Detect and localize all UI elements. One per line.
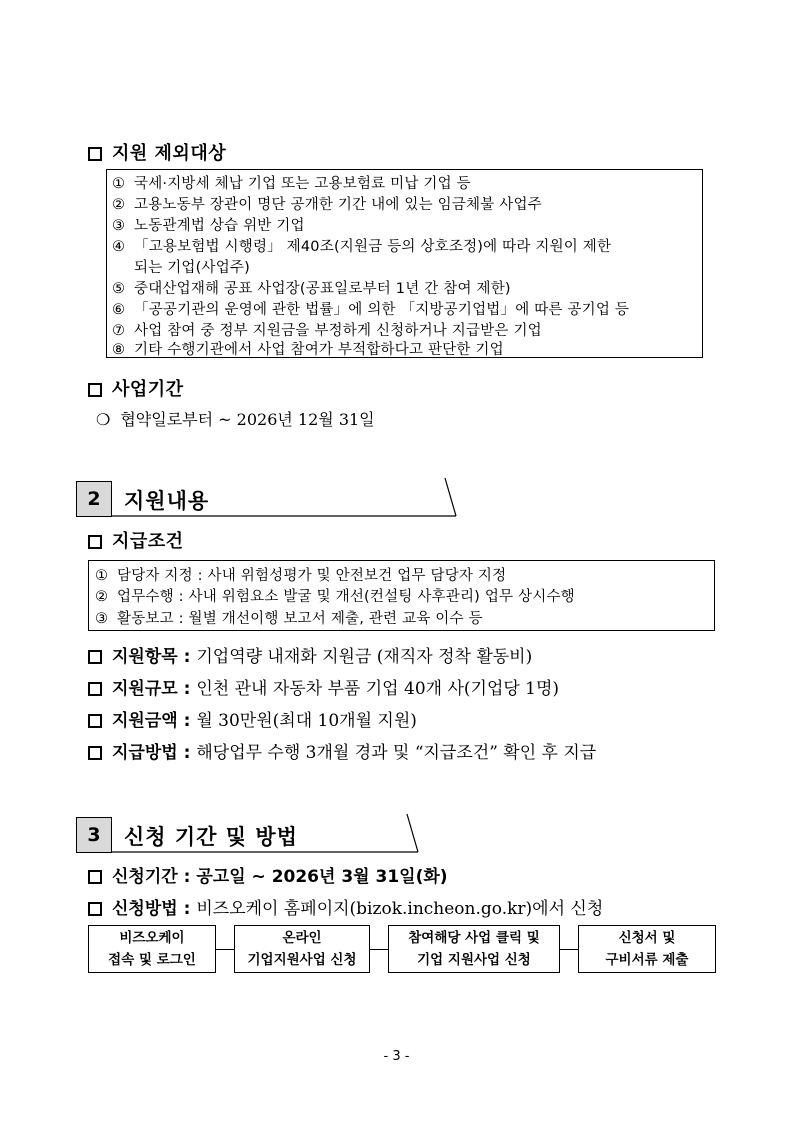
section-2-number: 2 bbox=[76, 481, 112, 517]
condition-item: ① 담당자 지정 : 사내 위험성평가 및 안전보건 업무 담당자 지정 bbox=[95, 568, 507, 584]
section-2-underline bbox=[112, 476, 462, 522]
exclusion-item: ① 국세·지방세 체납 기업 또는 고용보험료 미납 기업 등 bbox=[112, 176, 471, 192]
support-item-row: 지원항목 : 기업역량 내재화 지원금 (재직자 정착 활동비) bbox=[88, 642, 532, 667]
checkbox-square-icon bbox=[88, 650, 102, 664]
conditions-heading bbox=[88, 527, 184, 553]
condition-item: ② 업무수행 : 사내 위험요소 발굴 및 개선(컨설팅 사후관리) 업무 상시수행 bbox=[95, 589, 575, 605]
flow-step-submit-documents: 신청서 및 구비서류 제출 bbox=[578, 925, 716, 973]
application-period-row: 신청기간 : 공고일 ~ 2026년 3월 31일(화) bbox=[88, 862, 448, 887]
checkbox-square-icon bbox=[88, 535, 102, 549]
exclusions-title: 지원 제외대상 bbox=[112, 143, 227, 164]
exclusion-item: ⑦ 사업 참여 중 정부 지원금을 부정하게 신청하거나 지급받은 기업 bbox=[112, 323, 542, 339]
page-number: - 3 - bbox=[383, 1049, 410, 1064]
flow-step-login: 비즈오케이 접속 및 로그인 bbox=[88, 925, 216, 973]
period-title: 사업기간 bbox=[112, 379, 184, 400]
checkbox-square-icon bbox=[88, 383, 102, 397]
section-3-underline bbox=[112, 812, 422, 858]
section-3-number: 3 bbox=[76, 817, 112, 853]
exclusion-item: ② 고용노동부 장관이 명단 공개한 기간 내에 있는 임금체불 사업주 bbox=[112, 197, 542, 213]
circle-bullet-icon: ❍ bbox=[96, 410, 111, 429]
exclusion-item: ⑧ 기타 수행기관에서 사업 참여가 부적합하다고 판단한 기업 bbox=[112, 342, 504, 358]
flow-connector bbox=[560, 949, 578, 950]
flow-connector bbox=[370, 949, 388, 950]
application-method-row: 신청방법 : 비즈오케이 홈페이지(bizok.incheon.go.kr)에서 신청 bbox=[88, 894, 603, 919]
payment-method-row: 지급방법 : 해당업무 수행 3개월 경과 및 “지급조건” 확인 후 지급 bbox=[88, 738, 596, 763]
exclusion-item-continued: 되는 기업(사업주) bbox=[134, 260, 250, 276]
exclusion-item: ③ 노동관계법 상습 위반 기업 bbox=[112, 218, 305, 234]
support-scale-row: 지원규모 : 인천 관내 자동차 부품 기업 40개 사(기업당 1명) bbox=[88, 674, 559, 699]
condition-item: ③ 활동보고 : 월별 개선이행 보고서 제출, 관련 교육 이수 등 bbox=[95, 611, 483, 627]
conditions-box bbox=[88, 560, 715, 631]
section-2-title: 지원내용 bbox=[124, 489, 210, 513]
exclusions-box bbox=[106, 169, 703, 358]
support-amount-row: 지원금액 : 월 30만원(최대 10개월 지원) bbox=[88, 706, 417, 731]
checkbox-square-icon bbox=[88, 714, 102, 728]
flow-step-online-apply: 온라인 기업지원사업 신청 bbox=[234, 925, 370, 973]
checkbox-square-icon bbox=[88, 147, 102, 161]
flow-connector bbox=[216, 949, 234, 950]
checkbox-square-icon bbox=[88, 746, 102, 760]
period-line bbox=[96, 407, 375, 430]
period-heading bbox=[88, 375, 184, 401]
conditions-title: 지급조건 bbox=[112, 531, 184, 552]
exclusion-item: ⑤ 중대산업재해 공표 사업장(공표일로부터 1년 간 참여 제한) bbox=[112, 281, 511, 297]
checkbox-square-icon bbox=[88, 870, 102, 884]
section-3-title: 신청 기간 및 방법 bbox=[124, 825, 298, 849]
exclusion-item: ④ 「고용보험법 시행령」 제40조(지원금 등의 상호조정)에 따라 지원이 제한 bbox=[112, 239, 612, 255]
period-text: 협약일로부터 ~ 2026년 12월 31일 bbox=[120, 410, 375, 429]
checkbox-square-icon bbox=[88, 902, 102, 916]
exclusions-heading bbox=[88, 139, 226, 165]
flow-step-select-program: 참여해당 사업 클릭 및 기업 지원사업 신청 bbox=[388, 925, 560, 973]
checkbox-square-icon bbox=[88, 682, 102, 696]
exclusion-item: ⑥ 「공공기관의 운영에 관한 법률」에 의한 「지방공기업법」에 따른 공기업 등 bbox=[112, 302, 630, 318]
